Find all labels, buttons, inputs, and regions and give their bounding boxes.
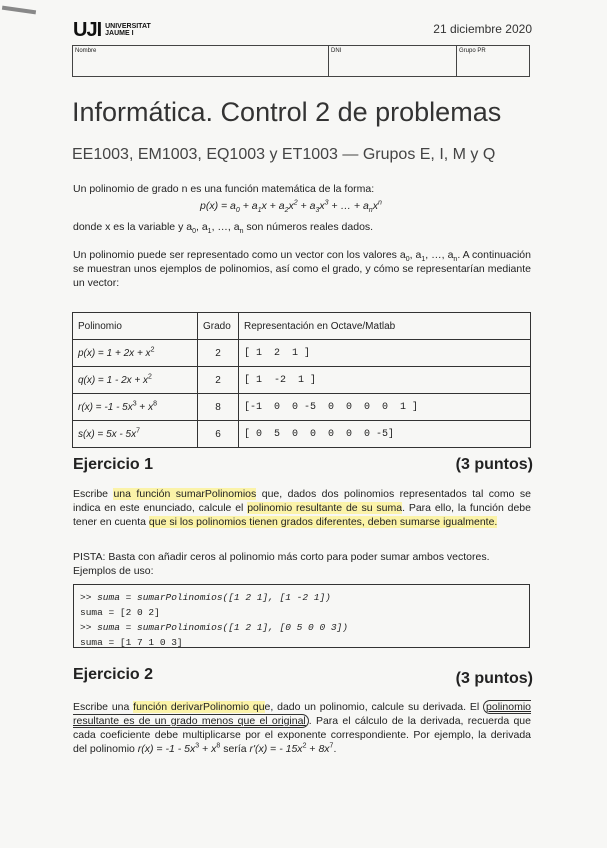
exam-date: 21 diciembre 2020 (433, 22, 532, 36)
table-row (73, 340, 531, 367)
grade-cell: 2 (198, 340, 239, 367)
ex1-statement: Escribe una función sumarPolinomios que, dados dos polinomios representados tal como se indica en este enunciado, calcule el polinomio resultante de su suma. Para ello, la función debe tener en cuenta que si los polinomios tienen grados diferentes, deben sumarse igualmente. (73, 488, 531, 528)
circled-text: polinomio resultante es de un grado menos que el original (73, 701, 531, 727)
logo-mark: UJI (73, 19, 102, 41)
table-row (73, 421, 531, 448)
intro-line1: Un polinomio de grado n es una función matemática de la forma: (73, 183, 375, 195)
highlight: polinomio resultante de su suma (247, 502, 403, 514)
grade-cell: 8 (198, 394, 239, 421)
page-subtitle: EE1003, EM1003, EQ1003 y ET1003 — Grupos E, I, M y Q (72, 146, 496, 163)
grade-cell: 6 (198, 421, 239, 448)
intro-line2: donde x es la variable y $a_0$, $a_1$, …, $a_n$ son números reales dados. (73, 221, 374, 236)
poly-cell: $q(x) = 1 - 2x + x^2$ (73, 367, 198, 394)
table-row (73, 394, 531, 421)
table-row (73, 367, 531, 394)
code-line: >> suma = sumarPolinomios([1 2 1], [0 5 0 0 3]) (80, 622, 348, 633)
polynomial-table (72, 312, 531, 448)
repr-cell: [ 1 2 1 ] (239, 340, 531, 367)
ex2-title: Ejercicio 2 (73, 666, 154, 683)
poly-cell: $p(x) = 1 + 2x + x^2$ (73, 340, 198, 367)
ex2-statement: Escribe una función derivarPolinomio que, dado un polinomio, calcule su derivada. El polinomio resultante es de un grado menos que el original . Para el cálculo de la derivada, recuerda que cada coeficiente debe multiplicarse por el exponente correspondiente. Por ejemplo, la derivada del polinomio $r(x) = -1 - 5x^3 + x^8$ sería r'(x) = - $15x^2 + 8x^7$. (73, 701, 531, 755)
code-line: >> suma = sumarPolinomios([1 2 1], [1 -2 1]) (80, 592, 331, 603)
repr-cell: [ 1 -2 1 ] (239, 367, 531, 394)
repr-cell: [ 0 5 0 0 0 0 0 -5] (239, 421, 531, 448)
table-header: Representación en Octave/Matlab (239, 313, 531, 340)
ex1-pista: PISTA: Basta con añadir ceros al polinomio más corto para poder sumar ambos vectores. (73, 551, 490, 563)
ex1-ejemplos: Ejemplos de uso: (73, 565, 154, 577)
logo-text: UNIVERSITAT JAUME I (105, 23, 151, 37)
poly-cell: $s(x) = 5x - 5x^7$ (73, 421, 198, 448)
highlight: que si los polinomios tienen grados diferentes, deben sumarse igualmente. (148, 516, 498, 528)
highlight: función derivarPolinomio qu (133, 701, 265, 713)
page-title: Informática. Control 2 de problemas (72, 97, 502, 127)
nombre-field[interactable]: Nombre (73, 46, 329, 76)
table-header: Grado (198, 313, 239, 340)
ex1-code-example (73, 584, 530, 648)
dni-field[interactable]: DNI (329, 46, 457, 76)
university-logo (73, 20, 151, 40)
student-id-box (72, 45, 530, 77)
table-header-row (73, 313, 531, 340)
highlight: una función sumarPolinomios (113, 488, 257, 500)
grupo-field[interactable]: Grupo PR (459, 48, 486, 54)
grade-cell: 2 (198, 367, 239, 394)
poly-cell: $r(x) = -1 - 5x^3 + x^8$ (73, 394, 198, 421)
table-header: Polinomio (73, 313, 198, 340)
staple-mark (2, 6, 36, 15)
code-line: suma = [1 7 1 0 3] (80, 637, 183, 648)
code-line: suma = [2 0 2] (80, 607, 160, 618)
general-formula: $p(x) = a_0 + a_1x + a_2x^2 + a_3x^3$ + … + $a_nx^n$ (200, 199, 382, 215)
ex1-title: Ejercicio 1 (73, 456, 154, 473)
intro-para2: Un polinomio puede ser representado como un vector con los valores $a_0$, $a_1$, …, $a_n$. A continuación se muestran unos ejemplos de polinomios, así como el grado, y cómo se representarían mediante un vector: (73, 249, 531, 289)
repr-cell: [-1 0 0 -5 0 0 0 0 1 ] (239, 394, 531, 421)
ex2-points: (3 puntos) (455, 670, 533, 687)
ex1-points: (3 puntos) (455, 456, 533, 473)
